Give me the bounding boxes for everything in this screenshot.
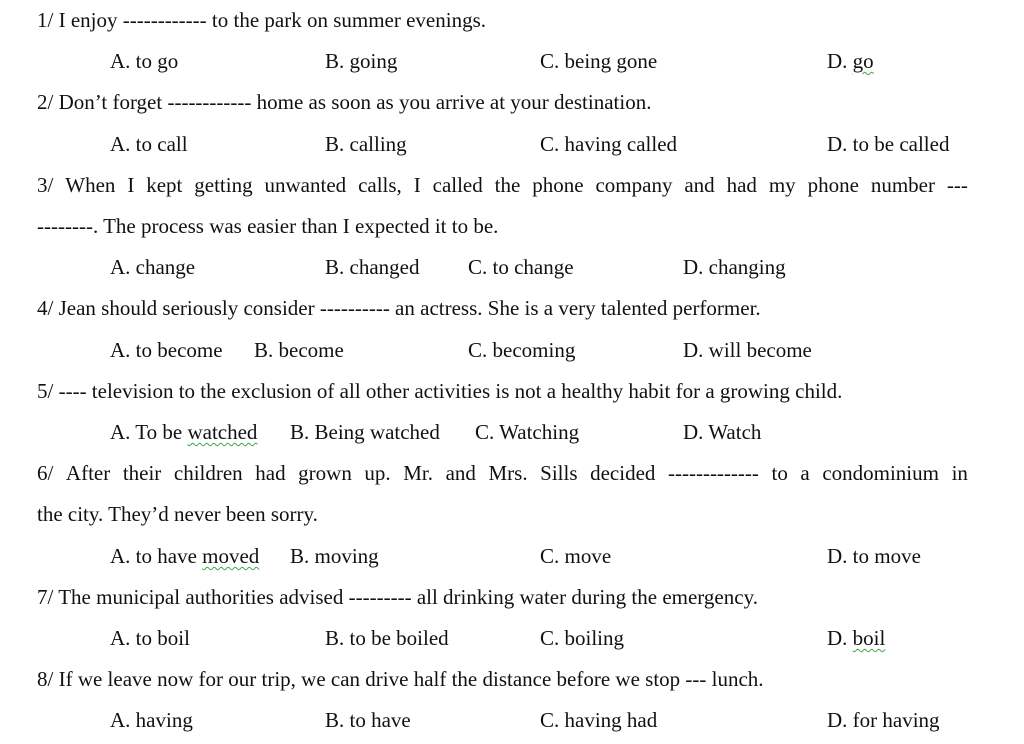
question-3-continued bbox=[0, 206, 1024, 247]
q1-option-c: C. being gone bbox=[540, 49, 658, 73]
q7-option-c: C. boiling bbox=[540, 626, 625, 650]
q6-option-c: C. move bbox=[540, 544, 612, 568]
word: children bbox=[173, 461, 243, 485]
question-6-options bbox=[0, 536, 1024, 577]
word: I bbox=[127, 173, 135, 197]
word: had bbox=[726, 173, 757, 197]
question-6 bbox=[0, 453, 1024, 494]
word: company bbox=[595, 173, 673, 197]
question-5 bbox=[0, 371, 1024, 412]
word: and bbox=[445, 461, 476, 485]
q8-option-a: A. having bbox=[110, 708, 193, 732]
question-8-options bbox=[0, 700, 1024, 741]
word: phone bbox=[807, 173, 859, 197]
q7-option-d: D. boil bbox=[827, 626, 886, 650]
question-6-text-line1 bbox=[37, 453, 968, 494]
word: kept bbox=[146, 173, 183, 197]
q5-option-a-word: watched bbox=[187, 420, 258, 444]
question-4 bbox=[0, 288, 1024, 329]
word: getting bbox=[194, 173, 253, 197]
q1-option-d: D. go bbox=[827, 49, 874, 73]
q7-option-b: B. to be boiled bbox=[325, 626, 449, 650]
q4-option-a: A. to become bbox=[110, 338, 223, 362]
question-1-options bbox=[0, 41, 1024, 82]
q1-option-b: B. going bbox=[325, 49, 398, 73]
q3-option-c: C. to change bbox=[468, 255, 574, 279]
q7-option-d-word: boil bbox=[852, 626, 886, 650]
q1-option-a: A. to go bbox=[110, 49, 179, 73]
q2-option-b: B. calling bbox=[325, 132, 407, 156]
word: in bbox=[951, 461, 968, 485]
question-4-options bbox=[0, 330, 1024, 371]
word: ------------- bbox=[667, 461, 759, 485]
question-4-text: 4/ Jean should seriously consider ---------- an actress. She is a very talented performer. bbox=[37, 296, 761, 320]
q5-option-d: D. Watch bbox=[683, 420, 762, 444]
word: number bbox=[870, 173, 935, 197]
question-8-text: 8/ If we leave now for our trip, we can drive half the distance before we stop --- lunch. bbox=[37, 667, 764, 691]
q8-option-c: C. having had bbox=[540, 708, 658, 732]
word: I bbox=[413, 173, 421, 197]
question-2-text: 2/ Don’t forget ------------ home as soon as you arrive at your destination. bbox=[37, 90, 652, 114]
question-7-options bbox=[0, 618, 1024, 659]
word: When bbox=[65, 173, 116, 197]
q2-option-d: D. to be called bbox=[827, 132, 950, 156]
word: their bbox=[122, 461, 162, 485]
word: 3/ bbox=[37, 173, 54, 197]
question-2 bbox=[0, 82, 1024, 123]
q3-option-b: B. changed bbox=[325, 255, 420, 279]
q8-option-b: B. to have bbox=[325, 708, 411, 732]
q4-option-d: D. will become bbox=[683, 338, 812, 362]
question-1-text: 1/ I enjoy ------------ to the park on summer evenings. bbox=[37, 8, 487, 32]
q1-option-d-word: go bbox=[852, 49, 874, 73]
question-6-continued bbox=[0, 494, 1024, 535]
word: Mrs. bbox=[488, 461, 528, 485]
word: Sills bbox=[540, 461, 578, 485]
q6-option-b: B. moving bbox=[290, 544, 379, 568]
q5-option-c: C. Watching bbox=[475, 420, 580, 444]
word: a bbox=[800, 461, 810, 485]
word: the bbox=[494, 173, 521, 197]
question-3-text-line2: --------. The process was easier than I expected it to be. bbox=[37, 214, 499, 238]
q6-option-a-word: moved bbox=[202, 544, 260, 568]
q3-option-a: A. change bbox=[110, 255, 196, 279]
question-5-options bbox=[0, 412, 1024, 453]
q8-option-d: D. for having bbox=[827, 708, 940, 732]
q7-option-a: A. to boil bbox=[110, 626, 190, 650]
word: had bbox=[255, 461, 286, 485]
q6-option-d: D. to move bbox=[827, 544, 921, 568]
word: up. bbox=[364, 461, 391, 485]
word: called bbox=[432, 173, 483, 197]
word: my bbox=[768, 173, 796, 197]
q5-option-a: A. To be watched bbox=[110, 420, 258, 444]
word: phone bbox=[532, 173, 584, 197]
q2-option-c: C. having called bbox=[540, 132, 678, 156]
q4-option-c: C. becoming bbox=[468, 338, 576, 362]
word: grown bbox=[298, 461, 352, 485]
word: Mr. bbox=[403, 461, 434, 485]
question-3-options bbox=[0, 247, 1024, 288]
question-8 bbox=[0, 659, 1024, 700]
word: decided bbox=[590, 461, 656, 485]
question-7-text: 7/ The municipal authorities advised --------- all drinking water during the emergency. bbox=[37, 585, 758, 609]
word: --- bbox=[946, 173, 968, 197]
word: to bbox=[771, 461, 788, 485]
word: unwanted bbox=[264, 173, 347, 197]
question-1 bbox=[0, 0, 1024, 41]
word: 6/ bbox=[37, 461, 54, 485]
question-5-text: 5/ ---- television to the exclusion of all other activities is not a healthy habit for a growing child. bbox=[37, 379, 843, 403]
q3-option-d: D. changing bbox=[683, 255, 786, 279]
word: After bbox=[65, 461, 111, 485]
question-3 bbox=[0, 165, 1024, 206]
question-7 bbox=[0, 577, 1024, 618]
word: condominium bbox=[822, 461, 939, 485]
question-2-options bbox=[0, 124, 1024, 165]
q2-option-a: A. to call bbox=[110, 132, 188, 156]
word: calls, bbox=[358, 173, 402, 197]
question-6-text-line2: the city. They’d never been sorry. bbox=[37, 502, 318, 526]
q4-option-b: B. become bbox=[254, 338, 344, 362]
question-3-text-line1 bbox=[37, 165, 968, 206]
word: and bbox=[684, 173, 715, 197]
q5-option-b: B. Being watched bbox=[290, 420, 440, 444]
q6-option-a: A. to have moved bbox=[110, 544, 260, 568]
